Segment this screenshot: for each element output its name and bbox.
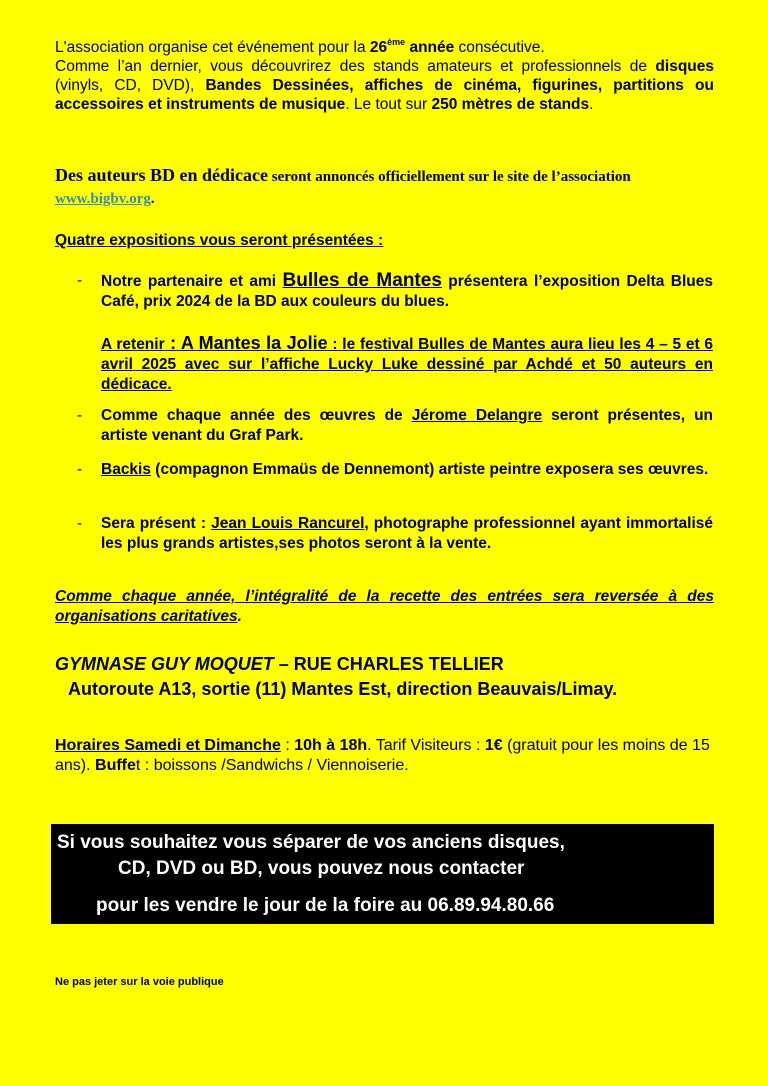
exposition-item-1	[77, 270, 713, 312]
edition-word: année	[405, 39, 455, 56]
expo4-text-end: , photographe professionnel ayant immortalisé les plus grands artistes,ses photos seront à la vente.	[101, 515, 713, 552]
artist-backis: Backis	[101, 461, 151, 478]
retenir-place: A Mantes la Jolie	[180, 333, 328, 353]
edition-suffix: ème	[387, 36, 406, 47]
banner-line-2: CD, DVD ou BD, vous pouvez nous contacter	[118, 858, 525, 879]
expo3-text: (compagnon Emmaüs de Dennemont) artiste peintre exposera ses œuvres.	[150, 461, 709, 478]
buffet-label-end: t	[135, 757, 141, 774]
intro-period: .	[589, 96, 594, 113]
expo2-text-end: seront présentes, un artiste venant du Graf Park.	[101, 407, 714, 444]
venue-line	[55, 653, 504, 675]
banner-line-1: Si vous souhaitez vous séparer de vos anciens disques,	[57, 832, 565, 853]
retenir-note	[101, 333, 713, 395]
charity-period: .	[237, 608, 242, 625]
tarif-price: 1€	[484, 737, 503, 754]
buffet-label: Buffe	[95, 757, 136, 774]
expo2-text: Comme chaque année des œuvres de	[101, 407, 412, 424]
intro-formats: (vinyls, CD, DVD),	[55, 77, 206, 94]
footer-note: Ne pas jeter sur la voie publique	[55, 976, 224, 988]
exposition-item-3	[77, 460, 713, 480]
expo1-text-end: présentera l’exposition Delta Blues Café, prix 2024 de la BD aux couleurs du blues.	[101, 273, 713, 310]
hours-colon: :	[280, 737, 295, 754]
list-dash: -	[77, 515, 83, 532]
tarif-note: (gratuit pour les moins de 15 ans).	[55, 737, 710, 774]
exposition-item-2	[77, 406, 714, 446]
venue-street: – RUE CHARLES TELLIER	[273, 654, 504, 674]
expo1-text: Notre partenaire et ami	[101, 273, 283, 290]
authors-title: Des auteurs BD en dédicace	[55, 165, 268, 185]
authors-announcement	[55, 164, 695, 210]
intro-paragraph	[55, 38, 714, 114]
buffet-items: : boissons /Sandwichs / Viennoiserie.	[140, 757, 409, 774]
retenir-colon-2: :	[327, 336, 343, 353]
venue-gymnasium: GYMNASE GUY MOQUET	[55, 654, 274, 674]
opening-hours	[55, 736, 714, 776]
artist-rancurel: Jean Louis Rancurel	[211, 515, 365, 532]
artist-delangre: Jérome Delangre	[411, 407, 543, 424]
list-dash: -	[77, 461, 83, 478]
banner-line-3: pour les vendre le jour de la foire au 06.89.94.80.66	[96, 895, 555, 916]
charity-text: Comme chaque année, l’intégralité de la recette des entrées sera reversée à des organisations caritatives	[55, 588, 714, 625]
authors-period: .	[150, 191, 155, 207]
list-dash: -	[77, 407, 83, 424]
intro-stands-length: 250 mètres de stands	[431, 96, 590, 113]
authors-text: seront annoncés officiellement sur le site de l’association	[267, 169, 631, 185]
retenir-colon: :	[164, 333, 181, 353]
intro-text: L'association organise cet événement pour la	[55, 39, 370, 56]
intro-text-end: consécutive.	[454, 39, 545, 56]
list-dash: -	[77, 272, 83, 289]
intro-items: Bandes Dessinées, affiches de cinéma, figurines, partitions ou accessoires et instruments de musique	[55, 77, 714, 113]
tarif-label: . Tarif Visiteurs :	[367, 737, 485, 754]
website-link[interactable]: www.bigbv.org	[55, 191, 151, 207]
retenir-text: le festival Bulles de Mantes aura lieu les 4 – 5 et 6 avril 2025 avec sur l’affiche Lucky Luke dessiné par Achdé et 50 auteurs en dédicace.	[101, 336, 714, 393]
intro-stands-text: Comme l’an dernier, vous découvrirez des stands amateurs et professionnels de	[55, 58, 656, 75]
bulles-de-mantes: Bulles de Mantes	[282, 270, 442, 291]
expo4-text: Sera présent :	[101, 515, 212, 532]
hours-label: Horaires Samedi et Dimanche	[55, 737, 281, 754]
intro-total: . Le tout sur	[345, 96, 432, 113]
intro-disques: disques	[655, 58, 714, 75]
retenir-label: A retenir	[101, 336, 165, 353]
edition-number: 26	[369, 39, 388, 56]
exposition-item-4	[77, 514, 713, 554]
contact-banner	[51, 824, 714, 924]
charity-note	[55, 587, 714, 627]
hours-time: 10h à 18h	[294, 737, 368, 754]
expositions-heading: Quatre expositions vous seront présentées :	[55, 232, 384, 249]
route-directions: Autoroute A13, sortie (11) Mantes Est, direction Beauvais/Limay.	[68, 679, 618, 699]
